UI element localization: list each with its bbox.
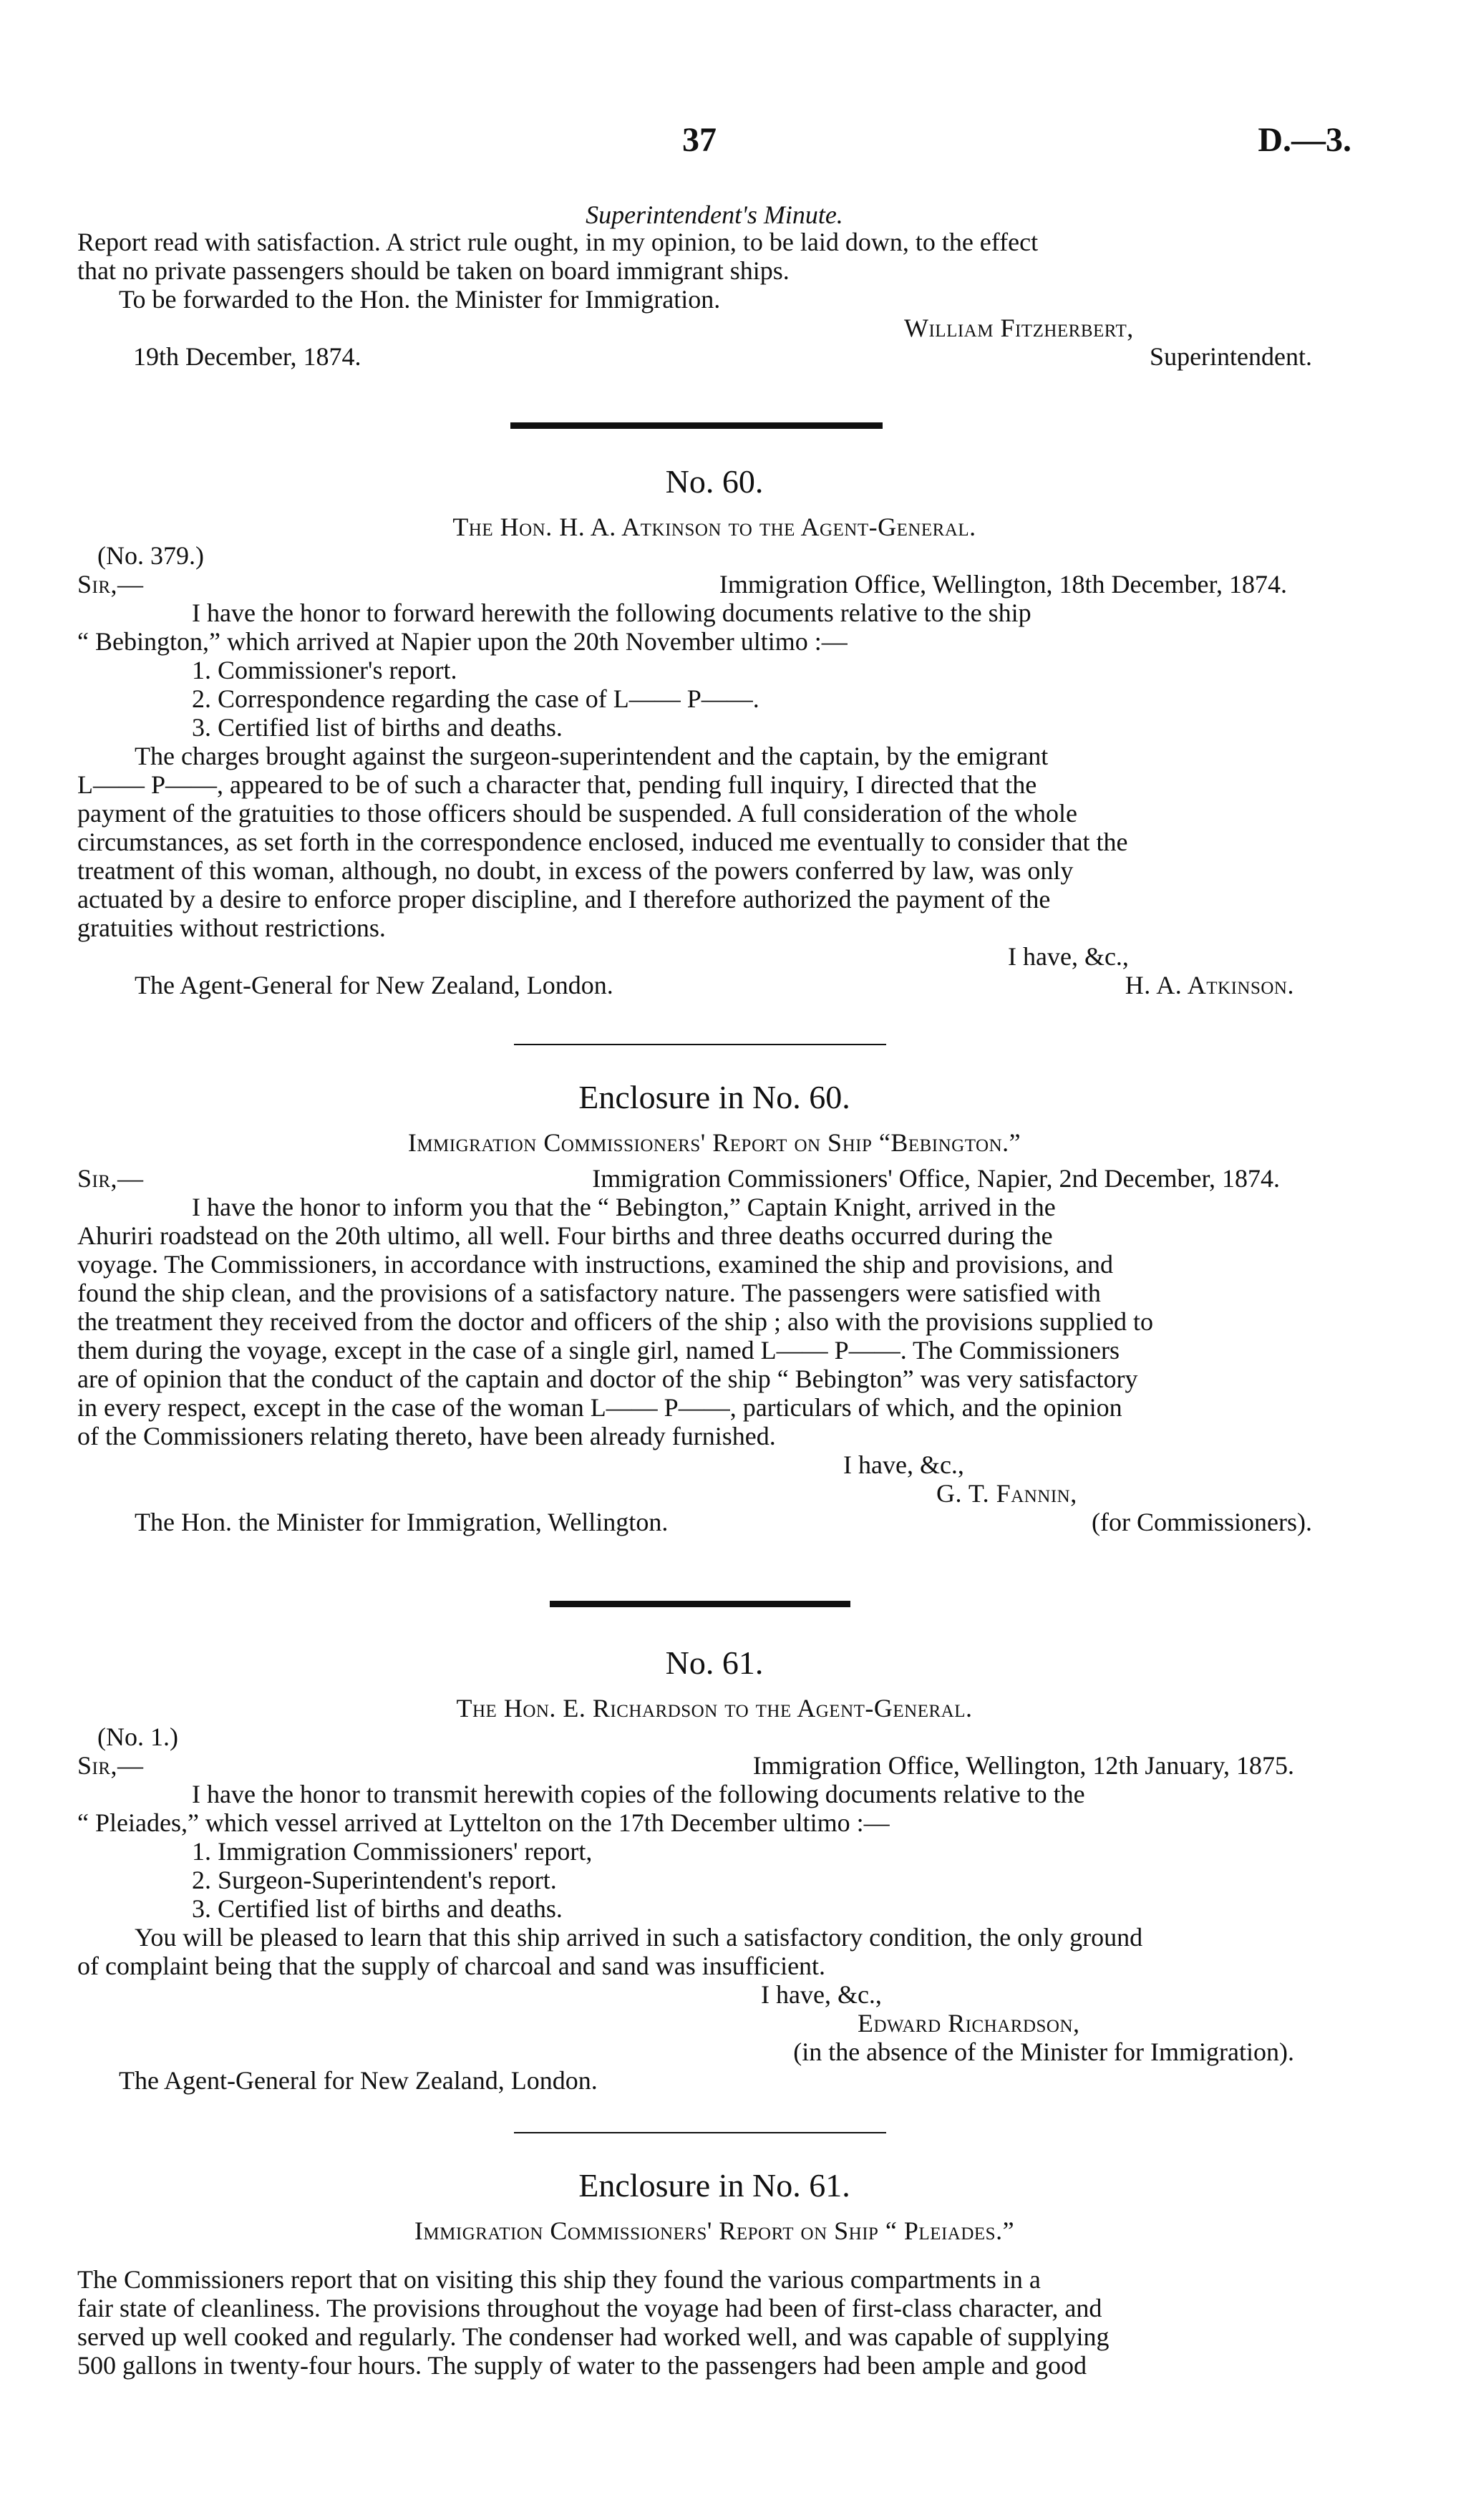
letter-60-signer: H. A. Atkinson. bbox=[1125, 971, 1294, 999]
letter-60-intro-2: “ Bebington,” which arrived at Napier upon the 20th November ultimo :— bbox=[77, 627, 848, 656]
letter-60-subtitle: The Hon. H. A. Atkinson to the Agent-General. bbox=[452, 513, 976, 541]
enclosure-60-body-line: them during the voyage, except in the case of a single girl, named L—— P——. The Commissioners bbox=[77, 1336, 1120, 1365]
minute-line-1: Report read with satisfaction. A strict rule ought, in my opinion, to be laid down, to the effect bbox=[77, 228, 1039, 256]
enclosure-61-title: Enclosure in No. 61. bbox=[578, 2167, 850, 2204]
letter-60-closing: I have, &c., bbox=[1008, 942, 1129, 971]
letter-61-list-item: 2. Surgeon-Superintendent's report. bbox=[192, 1866, 557, 1894]
enclosure-60-body-line: in every respect, except in the case of the woman L—— P——, particulars of which, and the opinion bbox=[77, 1393, 1122, 1422]
letter-61-body-line: of complaint being that the supply of charcoal and sand was insufficient. bbox=[77, 1952, 826, 1980]
letter-60-list-item: 3. Certified list of births and deaths. bbox=[192, 713, 563, 742]
document-reference: D.—3. bbox=[1258, 121, 1351, 159]
enclosure-60-addressee: The Hon. the Minister for Immigration, Wellington. bbox=[135, 1508, 669, 1536]
enclosure-60-body-line: of the Commissioners relating thereto, have been already furnished. bbox=[77, 1422, 776, 1450]
letter-61-number: No. 61. bbox=[665, 1644, 764, 1681]
letter-60-addressee: The Agent-General for New Zealand, London. bbox=[135, 971, 613, 999]
enclosure-60-body-line: the treatment they received from the doctor and officers of the ship ; also with the provisions supplied to bbox=[77, 1307, 1153, 1336]
letter-60-dateline: Immigration Office, Wellington, 18th December, 1874. bbox=[719, 570, 1287, 598]
letter-61-list-item: 3. Certified list of births and deaths. bbox=[192, 1894, 563, 1923]
enclosure-60-body-line: voyage. The Commissioners, in accordance with instructions, examined the ship and provisions, and bbox=[77, 1250, 1114, 1279]
enclosure-60-body-line: are of opinion that the conduct of the captain and doctor of the ship “ Bebington” was very satisfactory bbox=[77, 1365, 1138, 1393]
enclosure-60-signer: G. T. Fannin, bbox=[936, 1479, 1077, 1508]
enclosure-60-salutation: Sir,— bbox=[77, 1164, 144, 1193]
enclosure-60-dateline: Immigration Commissioners' Office, Napier, 2nd December, 1874. bbox=[592, 1164, 1280, 1193]
page-number: 37 bbox=[682, 121, 717, 159]
letter-61-subtitle: The Hon. E. Richardson to the Agent-General. bbox=[456, 1694, 973, 1722]
minute-signer-title: Superintendent. bbox=[1150, 342, 1312, 371]
letter-60-body-line: circumstances, as set forth in the correspondence enclosed, induced me eventually to consider that the bbox=[77, 828, 1128, 856]
minute-title: Superintendent's Minute. bbox=[586, 200, 843, 229]
letter-61-dateline: Immigration Office, Wellington, 12th January, 1875. bbox=[752, 1751, 1294, 1780]
letter-61-closing: I have, &c., bbox=[761, 1980, 882, 2009]
letter-60-intro-1: I have the honor to forward herewith the following documents relative to the ship bbox=[192, 598, 1031, 627]
minute-date: 19th December, 1874. bbox=[133, 342, 361, 371]
enclosure-61-body-line: 500 gallons in twenty-four hours. The supply of water to the passengers had been ample and good bbox=[77, 2351, 1087, 2380]
minute-forward: To be forwarded to the Hon. the Minister for Immigration. bbox=[119, 285, 721, 314]
enclosure-61-body-line: fair state of cleanliness. The provisions throughout the voyage had been of first-class character, and bbox=[77, 2294, 1102, 2322]
letter-61-intro-2: “ Pleiades,” which vessel arrived at Lyttelton on the 17th December ultimo :— bbox=[77, 1808, 890, 1837]
enclosure-60-body-line: found the ship clean, and the provisions of a satisfactory nature. The passengers were satisfied with bbox=[77, 1279, 1101, 1307]
letter-61-signer: Edward Richardson, bbox=[858, 2009, 1080, 2037]
minute-signer: William Fitzherbert, bbox=[904, 314, 1134, 342]
letter-60-list-item: 1. Commissioner's report. bbox=[192, 656, 457, 684]
enclosure-60-closing: I have, &c., bbox=[843, 1450, 964, 1479]
enclosure-60-signer-note: (for Commissioners). bbox=[1092, 1508, 1312, 1536]
enclosure-60-title: Enclosure in No. 60. bbox=[578, 1079, 850, 1115]
letter-61-salutation: Sir,— bbox=[77, 1751, 144, 1780]
letter-60-number: No. 60. bbox=[665, 463, 764, 500]
enclosure-60-subtitle: Immigration Commissioners' Report on Ship “Bebington.” bbox=[407, 1128, 1021, 1157]
enclosure-61-body-line: The Commissioners report that on visiting this ship they found the various compartments in a bbox=[77, 2265, 1041, 2294]
letter-60-body-line: L—— P——, appeared to be of such a character that, pending full inquiry, I directed that the bbox=[77, 770, 1037, 799]
letter-60-ref: (No. 379.) bbox=[97, 541, 204, 570]
enclosure-61-body-line: served up well cooked and regularly. The condenser had worked well, and was capable of supplying bbox=[77, 2322, 1110, 2351]
section-divider bbox=[510, 422, 883, 429]
letter-61-addressee: The Agent-General for New Zealand, London. bbox=[119, 2066, 598, 2095]
section-divider bbox=[514, 1044, 886, 1045]
enclosure-60-body-line: Ahuriri roadstead on the 20th ultimo, all well. Four births and three deaths occurred during the bbox=[77, 1221, 1053, 1250]
letter-61-intro-1: I have the honor to transmit herewith copies of the following documents relative to the bbox=[192, 1780, 1085, 1808]
letter-60-body-line: treatment of this woman, although, no doubt, in excess of the powers conferred by law, was only bbox=[77, 856, 1074, 885]
section-divider bbox=[550, 1601, 850, 1607]
letter-60-body-line: gratuities without restrictions. bbox=[77, 914, 386, 942]
section-divider bbox=[514, 2132, 886, 2133]
enclosure-61-subtitle: Immigration Commissioners' Report on Ship “ Pleiades.” bbox=[414, 2216, 1015, 2245]
letter-60-salutation: Sir,— bbox=[77, 570, 144, 598]
enclosure-60-body-line: I have the honor to inform you that the “ Bebington,” Captain Knight, arrived in the bbox=[192, 1193, 1056, 1221]
letter-61-signer-note: (in the absence of the Minister for Immigration). bbox=[793, 2037, 1294, 2066]
letter-61-ref: (No. 1.) bbox=[97, 1722, 178, 1751]
letter-60-body-line: actuated by a desire to enforce proper discipline, and I therefore authorized the payment of the bbox=[77, 885, 1051, 914]
letter-60-body-line: payment of the gratuities to those officers should be suspended. A full consideration of the whole bbox=[77, 799, 1078, 828]
letter-60-list-item: 2. Correspondence regarding the case of L—— P——. bbox=[192, 684, 759, 713]
minute-line-2: that no private passengers should be taken on board immigrant ships. bbox=[77, 256, 790, 285]
letter-61-body-line: You will be pleased to learn that this ship arrived in such a satisfactory condition, the only ground bbox=[135, 1923, 1143, 1952]
letter-61-list-item: 1. Immigration Commissioners' report, bbox=[192, 1837, 593, 1866]
letter-60-body-line: The charges brought against the surgeon-superintendent and the captain, by the emigrant bbox=[135, 742, 1049, 770]
